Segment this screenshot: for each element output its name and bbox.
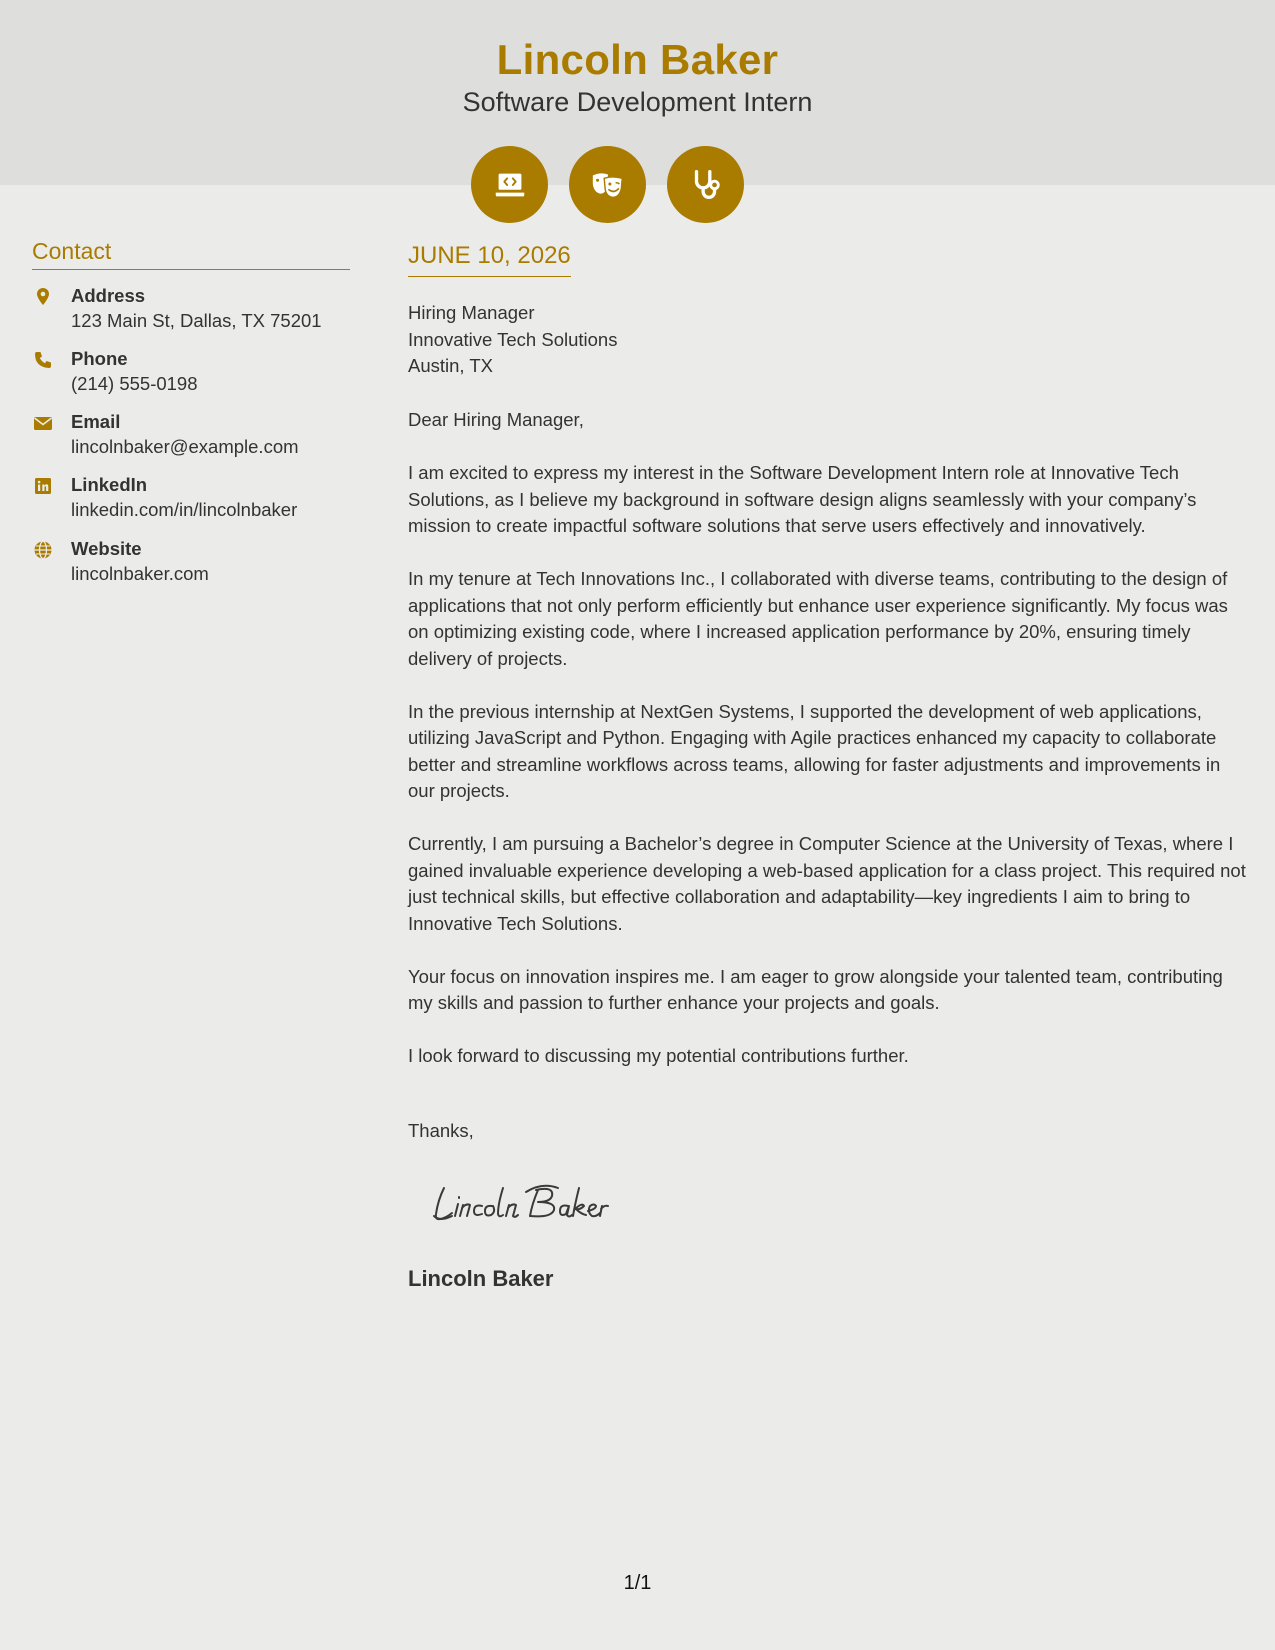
candidate-name: Lincoln Baker [496, 36, 779, 83]
signer-name: Lincoln Baker [408, 1266, 554, 1291]
paragraph: I look forward to discussing my potential contributions further. [408, 1045, 909, 1066]
handwritten-signature [430, 1178, 670, 1228]
contact-label: Address [71, 285, 146, 306]
map-marker-icon [32, 287, 54, 307]
recipient-block [408, 300, 617, 380]
greeting: Dear Hiring Manager, [408, 409, 584, 430]
linkedin-icon [32, 476, 54, 496]
paragraph: In the previous internship at NextGen Systems, I supported the development of web applications, utilizing JavaScript and Python. Engaging with Agile practices enhanced my capacity to collaborate better and streamline workflows across teams, allowing for faster adjustments and improvements in our projects. [408, 700, 1221, 801]
contact-heading: Contact [32, 238, 350, 270]
contact-value: lincolnbaker.com [71, 563, 209, 584]
interest-icons [0, 146, 1275, 224]
recipient-line: Austin, TX [408, 355, 494, 376]
contact-value: (214) 555-0198 [71, 373, 198, 394]
contact-value: 123 Main St, Dallas, TX 75201 [71, 310, 322, 331]
stethoscope-icon [667, 146, 744, 223]
recipient-line: Innovative Tech Solutions [408, 328, 618, 350]
contact-value: linkedin.com/in/lincolnbaker [71, 499, 298, 520]
contact-value: lincolnbaker@example.com [71, 436, 299, 457]
theater-masks-icon [569, 146, 646, 223]
job-title: Software Development Intern [462, 87, 813, 117]
contact-label: Email [71, 411, 121, 432]
phone-icon [32, 350, 54, 370]
paragraph: Your focus on innovation inspires me. I am eager to grow alongside your talented team, contributing my skills and passion to further enhance your projects and goals. [408, 965, 1223, 1013]
sign-off: Thanks, [408, 1120, 474, 1141]
globe-icon [32, 540, 54, 560]
contact-label: LinkedIn [71, 474, 148, 495]
letter-date: JUNE 10, 2026 [408, 242, 571, 277]
contact-label: Website [71, 538, 142, 559]
laptop-code-icon [471, 146, 548, 223]
envelope-icon [32, 413, 54, 433]
page-number: 1/1 [623, 1572, 652, 1594]
recipient-line: Hiring Manager [408, 302, 535, 323]
paragraph: I am excited to express my interest in the Software Development Intern role at Innovative Tech Solutions, as I believe my background in software design aligns seamlessly with your company’s mission to create impactful software solutions that serve users effectively and innovatively. [408, 462, 1197, 536]
contact-label: Phone [71, 348, 128, 369]
paragraph: Currently, I am pursuing a Bachelor’s degree in Computer Science at the University of Texas, where I gained invaluable experience developing a web-based application for a class project. This required not just technical skills, but effective collaboration and adaptability—key ingredients I aim to bring to Innovative Tech Solutions. [408, 833, 1246, 934]
paragraph: In my tenure at Tech Innovations Inc., I collaborated with diverse teams, contributing to the design of applications that not only perform efficiently but enhance user experience significantly. My focus was on optimizing existing code, where I increased application performance by 20%, ensuring timely delivery of projects. [408, 568, 1228, 669]
letter-body [408, 407, 1250, 1096]
